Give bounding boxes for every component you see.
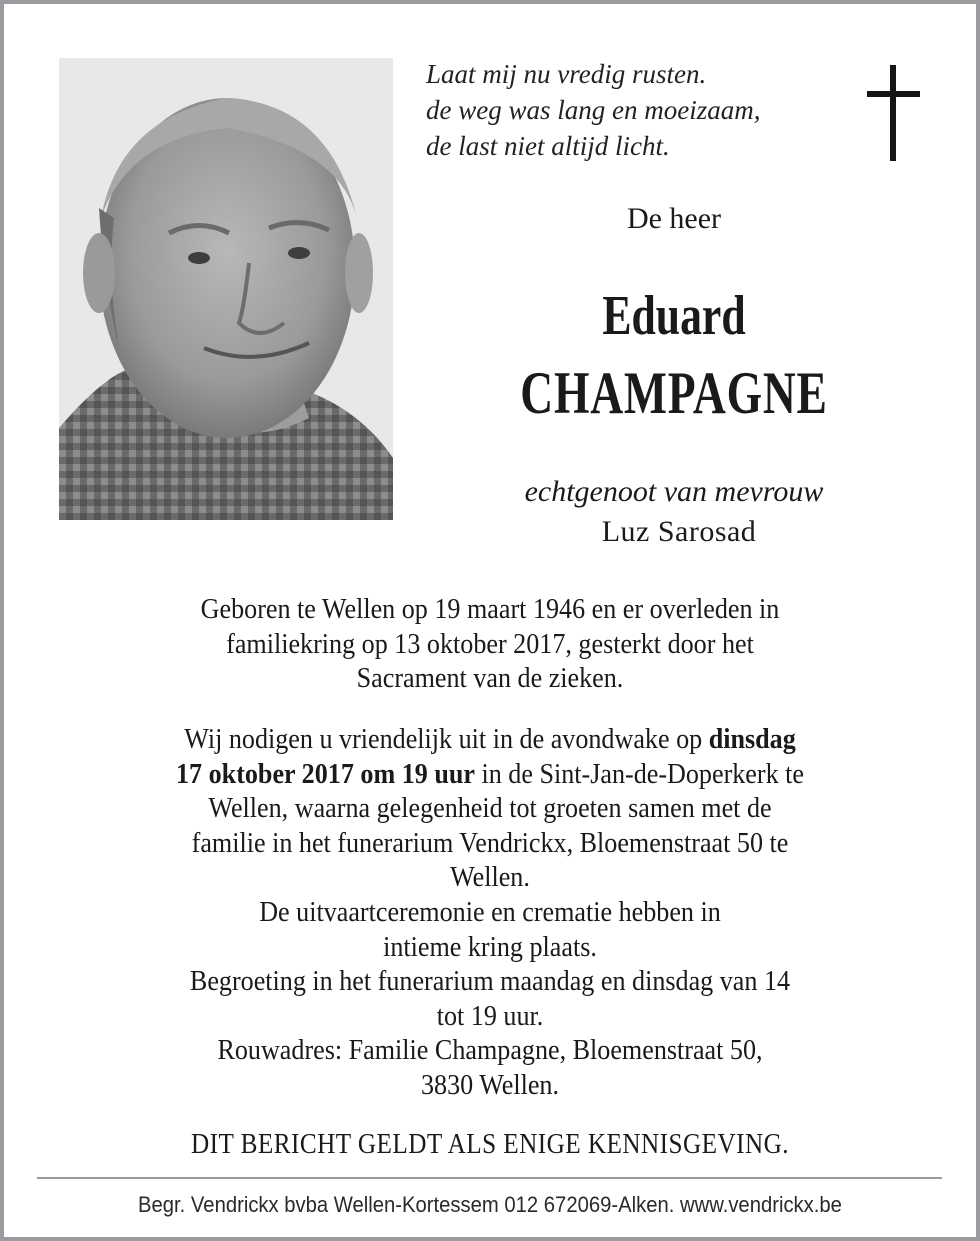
text-normal: Wij nodigen u vriendelijk uit in de avondwake op <box>184 723 709 755</box>
text-line: tot 19 uur. <box>436 999 544 1032</box>
verse-line: Laat mij nu vredig rusten. <box>426 59 707 89</box>
portrait-photo <box>59 58 393 520</box>
honorific-title: De heer <box>626 202 722 235</box>
text-line: familie in het funerarium Vendrickx, Bloemenstraat 50 te <box>191 826 789 859</box>
text-line: Wellen, waarna gelegenheid tot groeten samen met de <box>208 792 772 825</box>
spouse-name: Luz Sarosad <box>601 515 757 548</box>
text-line: familiekring op 13 oktober 2017, gesterkt door het <box>226 627 754 660</box>
text-line: intieme kring plaats. <box>383 930 597 963</box>
portrait-image <box>59 58 393 520</box>
text-normal: in de Sint-Jan-de-Doperkerk te <box>474 757 805 790</box>
text-line: Sacrament van de zieken. <box>356 662 624 695</box>
official-notice: DIT BERICHT GELDT ALS ENIGE KENNISGEVING. <box>190 1129 790 1160</box>
poem-verse <box>426 56 856 164</box>
latin-cross-icon <box>866 61 922 161</box>
text-line: De uitvaartceremonie en crematie hebben in <box>259 895 721 928</box>
text-line <box>80 757 901 792</box>
text-line: Wellen. <box>450 861 530 894</box>
deceased-first-name: Eduard <box>602 285 746 347</box>
text-line: Begroeting in het funerarium maandag en dinsdag van 14 <box>189 965 791 998</box>
verse-line: de last niet altijd licht. <box>426 131 670 161</box>
cross-horizontal-bar <box>867 91 920 97</box>
mourning-address: Rouwadres: Familie Champagne, Bloemenstraat 50, <box>217 1034 763 1067</box>
footer-divider <box>37 1177 942 1179</box>
funeral-home-footer: Begr. Vendrickx bvba Wellen-Kortessem 012 672069-Alken. www.vendrickx.be <box>138 1192 842 1217</box>
spouse-label: echtgenoot van mevrouw <box>524 475 824 508</box>
ceremony-paragraph <box>80 722 901 1103</box>
wake-day: dinsdag <box>708 723 796 755</box>
cross-vertical-bar <box>890 65 896 161</box>
text-line <box>80 722 901 757</box>
mourning-address-city: 3830 Wellen. <box>420 1068 560 1101</box>
deceased-last-name: CHAMPAGNE <box>520 360 828 426</box>
verse-line: de weg was lang en moeizaam, <box>426 95 761 125</box>
text-line: Geboren te Wellen op 19 maart 1946 en er overleden in <box>200 593 780 625</box>
wake-date-time: 17 oktober 2017 om 19 uur <box>175 757 475 790</box>
birth-death-paragraph <box>80 592 901 696</box>
